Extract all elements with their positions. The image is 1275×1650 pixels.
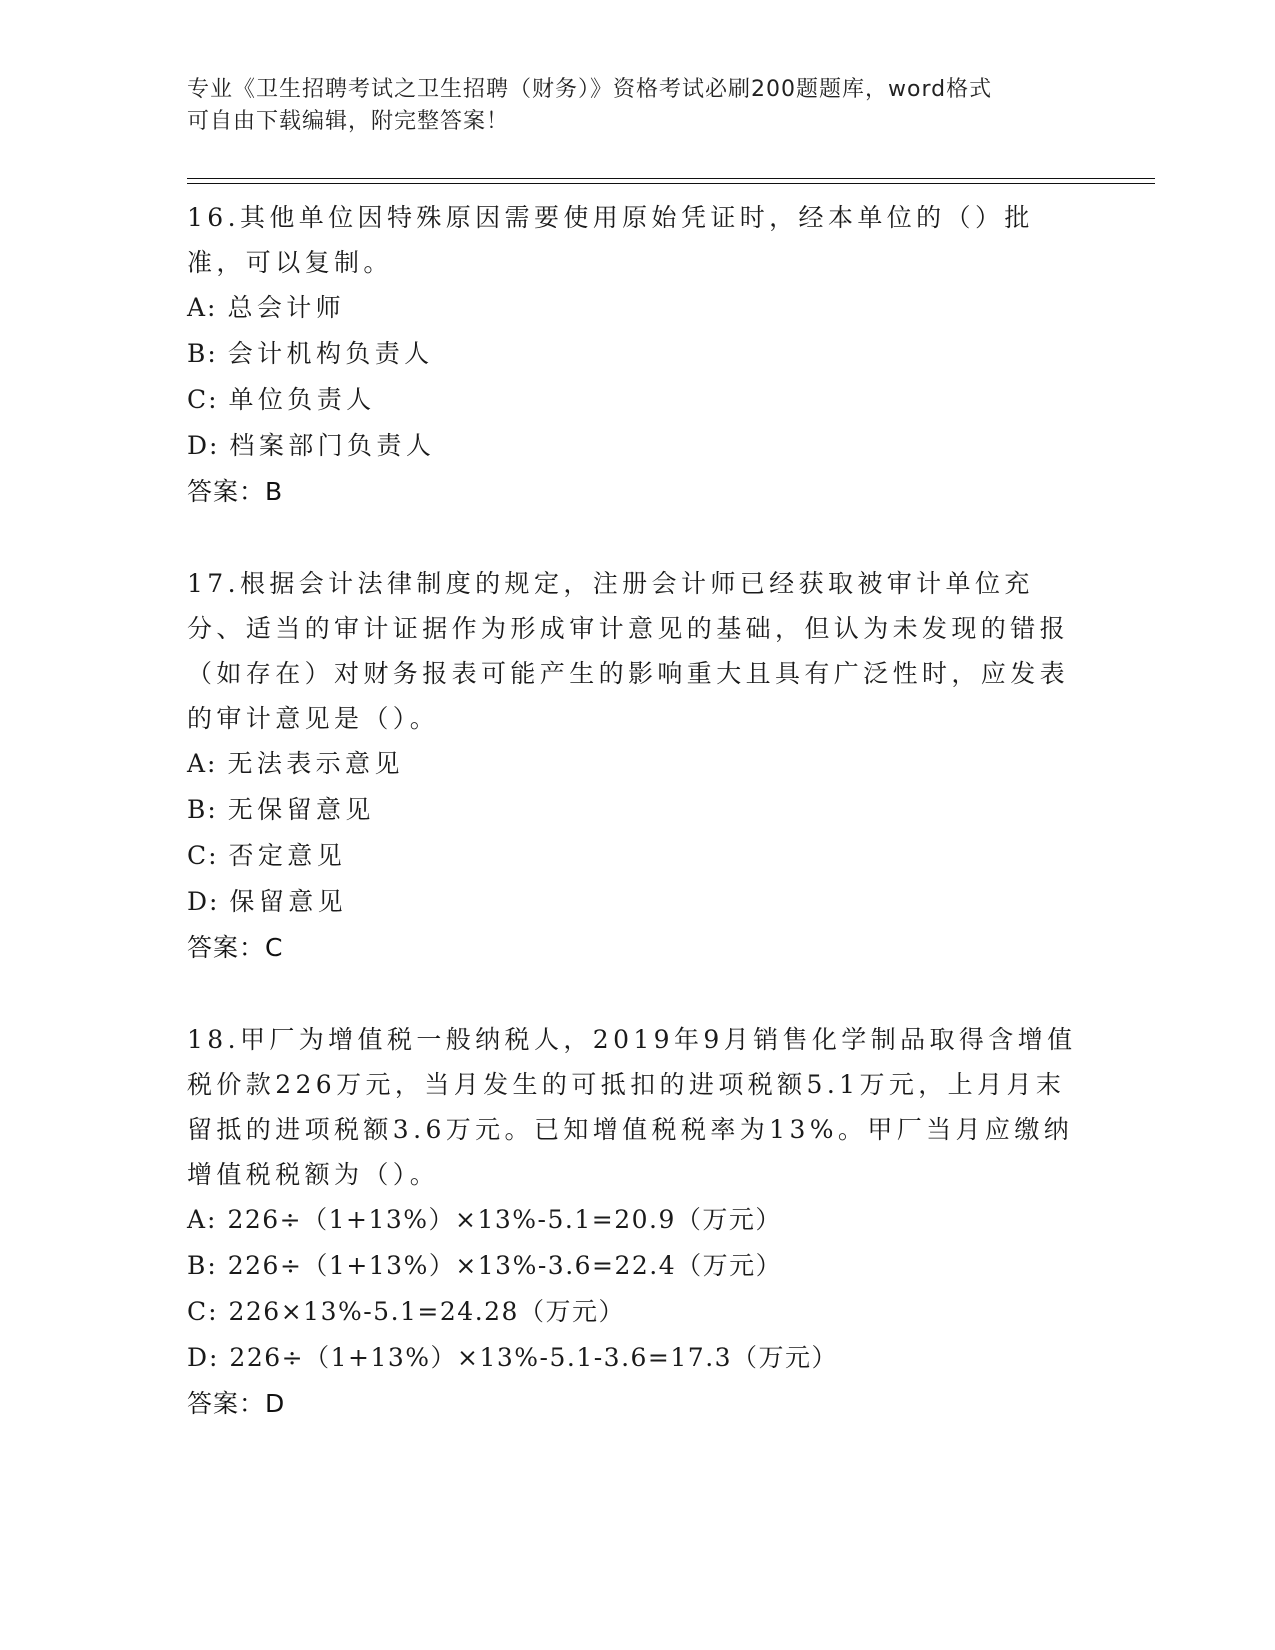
option-letter: C: bbox=[187, 841, 229, 870]
option-letter: C: bbox=[187, 385, 229, 414]
option-text: 否定意见 bbox=[228, 841, 347, 870]
option-text: 226÷（1+13%）×13%-5.1-3.6=17.3（万元） bbox=[229, 1343, 839, 1372]
option-text: 无法表示意见 bbox=[227, 749, 404, 778]
question-stem: 16.其他单位因特殊原因需要使用原始凭证时，经本单位的（）批准，可以复制。 bbox=[187, 203, 1034, 277]
option-a bbox=[187, 285, 1087, 331]
option-a bbox=[187, 1197, 1087, 1243]
option-letter: B: bbox=[187, 795, 228, 824]
question-17 bbox=[187, 561, 1087, 971]
option-text: 单位负责人 bbox=[228, 385, 376, 414]
header-line-1: 专业《卫生招聘考试之卫生招聘（财务）》资格考试必刷200题题库，word格式 bbox=[187, 77, 993, 102]
question-stem: 17.根据会计法律制度的规定，注册会计师已经获取被审计单位充分、适当的审计证据作为形成审计意见的基础，但认为未发现的错报（如存在）对财务报表可能产生的影响重大且具有广泛性时，应发表的审计意见是（）。 bbox=[187, 569, 1070, 733]
option-text: 226÷（1+13%）×13%-3.6=22.4（万元） bbox=[227, 1251, 783, 1280]
option-b bbox=[187, 331, 1087, 377]
option-letter: A: bbox=[187, 293, 228, 322]
option-d bbox=[187, 1335, 1087, 1381]
answer-line: 答案：D bbox=[187, 1389, 286, 1418]
option-a bbox=[187, 741, 1087, 787]
header-line-2: 可自由下载编辑，附完整答案！ bbox=[187, 109, 510, 134]
option-letter: D: bbox=[187, 887, 230, 916]
option-letter: A: bbox=[187, 749, 228, 778]
option-letter: A: bbox=[187, 1205, 228, 1234]
option-text: 档案部门负责人 bbox=[229, 431, 436, 460]
answer-line: 答案：C bbox=[187, 933, 284, 962]
question-stem: 18.甲厂为增值税一般纳税人，2019年9月销售化学制品取得含增值税价款226万元，当月发生的可抵扣的进项税额5.1万元，上月月末留抵的进项税额3.6万元。已知增值税税率为13%。甲厂当月应缴纳增值税税额为（）。 bbox=[187, 1025, 1077, 1189]
question-16 bbox=[187, 195, 1087, 515]
option-text: 保留意见 bbox=[229, 887, 348, 916]
option-c bbox=[187, 377, 1087, 423]
option-b bbox=[187, 787, 1087, 833]
option-c bbox=[187, 833, 1087, 879]
document-header bbox=[187, 74, 1087, 138]
option-b bbox=[187, 1243, 1087, 1289]
option-d bbox=[187, 423, 1087, 469]
option-c bbox=[187, 1289, 1087, 1335]
option-text: 无保留意见 bbox=[227, 795, 375, 824]
header-divider-top bbox=[187, 178, 1155, 179]
option-letter: B: bbox=[187, 339, 228, 368]
question-18 bbox=[187, 1017, 1087, 1427]
option-text: 会计机构负责人 bbox=[227, 339, 434, 368]
option-letter: C: bbox=[187, 1297, 229, 1326]
answer-line: 答案：B bbox=[187, 477, 284, 506]
option-letter: D: bbox=[187, 431, 230, 460]
option-text: 226×13%-5.1=24.28（万元） bbox=[228, 1297, 625, 1326]
option-letter: D: bbox=[187, 1343, 230, 1372]
option-d bbox=[187, 879, 1087, 925]
header-divider-bottom bbox=[187, 183, 1155, 184]
option-letter: B: bbox=[187, 1251, 228, 1280]
question-list bbox=[187, 195, 1087, 1427]
option-text: 226÷（1+13%）×13%-5.1=20.9（万元） bbox=[227, 1205, 782, 1234]
option-text: 总会计师 bbox=[227, 293, 346, 322]
